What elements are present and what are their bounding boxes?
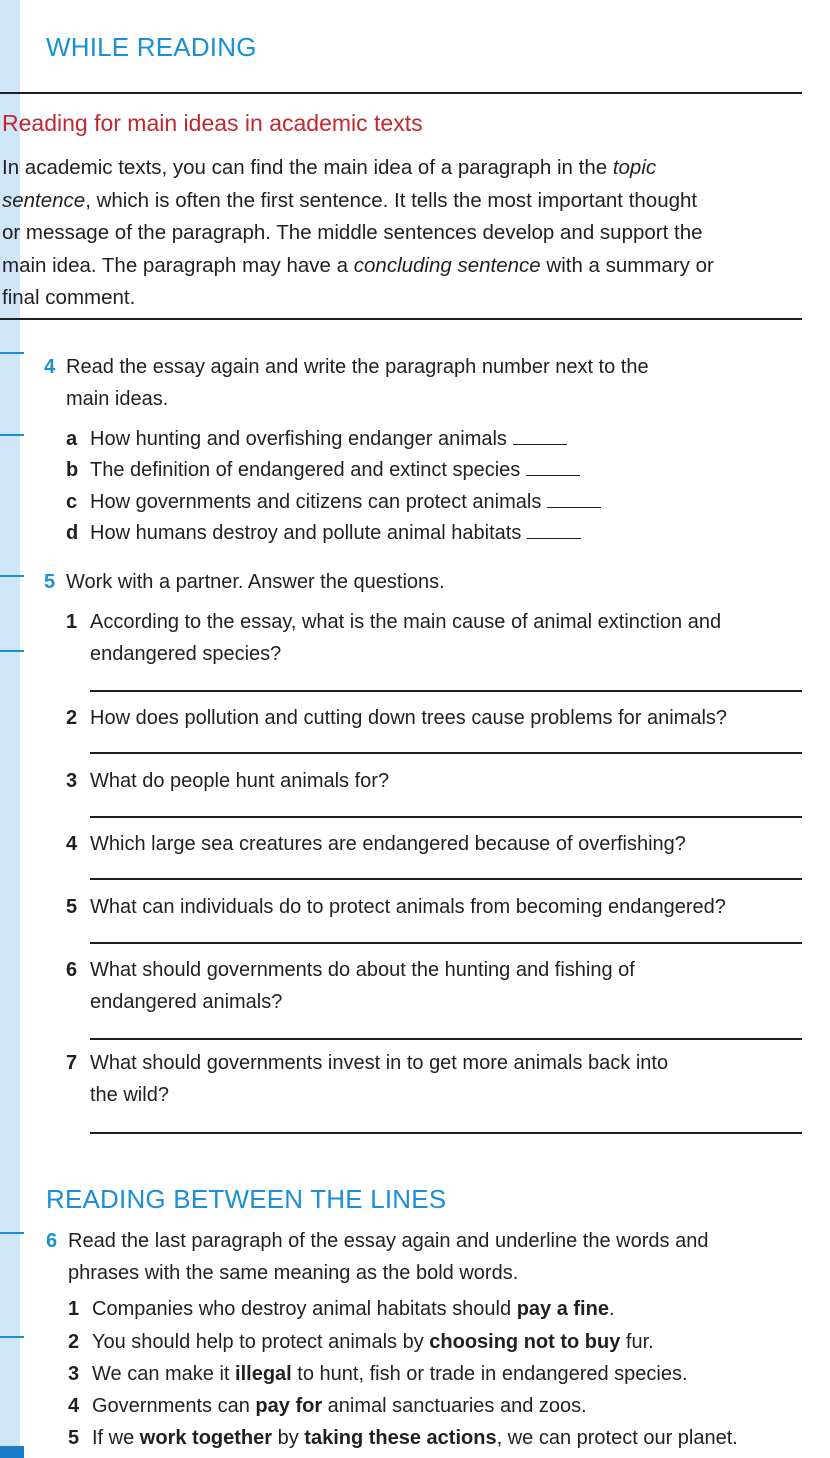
exercise-4-instruction: Read the essay again and write the paragraph number next to the main ideas.	[66, 356, 649, 410]
answer-line[interactable]	[90, 752, 802, 754]
answer-line[interactable]	[90, 878, 802, 880]
list-item: The definition of endangered and extinct species	[90, 454, 580, 486]
question-number: 1	[66, 611, 78, 633]
sentence-number: 4	[68, 1395, 80, 1417]
sentence-number: 1	[68, 1298, 80, 1320]
exercise-4-number: 4	[44, 356, 56, 378]
tip-bottom-rule	[0, 318, 802, 320]
margin-tab	[0, 434, 24, 436]
answer-line[interactable]	[90, 1132, 802, 1134]
tip-body	[2, 152, 792, 315]
margin-tab	[0, 352, 24, 354]
sentence-number: 2	[68, 1331, 80, 1353]
exercise-6-number: 6	[46, 1230, 58, 1252]
question-text: What can individuals do to protect animals from becoming endangered?	[90, 896, 726, 918]
exercise-6-instruction: Read the last paragraph of the essay again and underline the words and phrases with the same meaning as the bold words.	[68, 1230, 709, 1284]
list-item: How governments and citizens can protect animals	[90, 486, 601, 518]
margin-foot	[0, 1446, 24, 1458]
item-letter: c	[66, 491, 78, 513]
sentence-number: 5	[68, 1427, 80, 1449]
question-text: According to the essay, what is the main cause of animal extinction and endangered species?	[90, 611, 722, 665]
answer-blank[interactable]	[526, 457, 580, 476]
exercise-5-number: 5	[44, 571, 56, 593]
answer-line[interactable]	[90, 690, 802, 692]
sentence-text: Companies who destroy animal habitats should pay a fine.	[92, 1298, 615, 1320]
tip-line: sentence, which is often the first sentence. It tells the most important thought	[2, 188, 698, 212]
question-text: What do people hunt animals for?	[90, 770, 390, 792]
question-text: Which large sea creatures are endangered because of overfishing?	[90, 833, 686, 855]
reading-between-lines-heading: READING BETWEEN THE LINES	[46, 1184, 447, 1214]
tip-line: final comment.	[2, 286, 136, 309]
question-number: 4	[66, 833, 78, 855]
answer-line[interactable]	[90, 942, 802, 944]
answer-line[interactable]	[90, 1038, 802, 1040]
item-letter: d	[66, 522, 79, 544]
sentence-text: Governments can pay for animal sanctuaries and zoos.	[92, 1395, 587, 1417]
answer-blank[interactable]	[547, 489, 601, 508]
sentence-text: You should help to protect animals by choosing not to buy fur.	[92, 1331, 654, 1353]
tip-line: main idea. The paragraph may have a concluding sentence with a summary or	[2, 253, 714, 277]
question-number: 6	[66, 959, 78, 981]
question-number: 7	[66, 1052, 78, 1074]
question-number: 3	[66, 770, 78, 792]
tip-line: In academic texts, you can find the main idea of a paragraph in the topic	[2, 156, 657, 179]
list-item: How humans destroy and pollute animal habitats	[90, 517, 581, 549]
answer-line[interactable]	[90, 816, 802, 818]
sentence-text: We can make it illegal to hunt, fish or trade in endangered species.	[92, 1363, 688, 1385]
sentence-text: If we work together by taking these actions, we can protect our planet.	[92, 1427, 738, 1449]
sentence-number: 3	[68, 1363, 80, 1385]
answer-blank[interactable]	[527, 520, 581, 539]
question-text: What should governments do about the hunting and fishing of endangered animals?	[90, 959, 635, 1013]
tip-top-rule	[0, 92, 802, 94]
tip-title: Reading for main ideas in academic texts	[2, 110, 423, 136]
item-letter: a	[66, 428, 78, 450]
exercise-5-instruction: Work with a partner. Answer the questions.	[66, 571, 445, 593]
margin-tab	[0, 650, 24, 652]
question-number: 5	[66, 896, 78, 918]
question-number: 2	[66, 707, 78, 729]
while-reading-heading: WHILE READING	[46, 32, 257, 62]
margin-tab	[0, 575, 24, 577]
margin-tab	[0, 1336, 24, 1338]
margin-tab	[0, 1232, 24, 1234]
list-item: How hunting and overfishing endanger animals	[90, 423, 567, 455]
question-text: What should governments invest in to get more animals back into the wild?	[90, 1052, 669, 1106]
tip-line: or message of the paragraph. The middle sentences develop and support the	[2, 221, 703, 244]
question-text: How does pollution and cutting down trees cause problems for animals?	[90, 707, 728, 729]
answer-blank[interactable]	[513, 426, 567, 445]
item-letter: b	[66, 459, 79, 481]
